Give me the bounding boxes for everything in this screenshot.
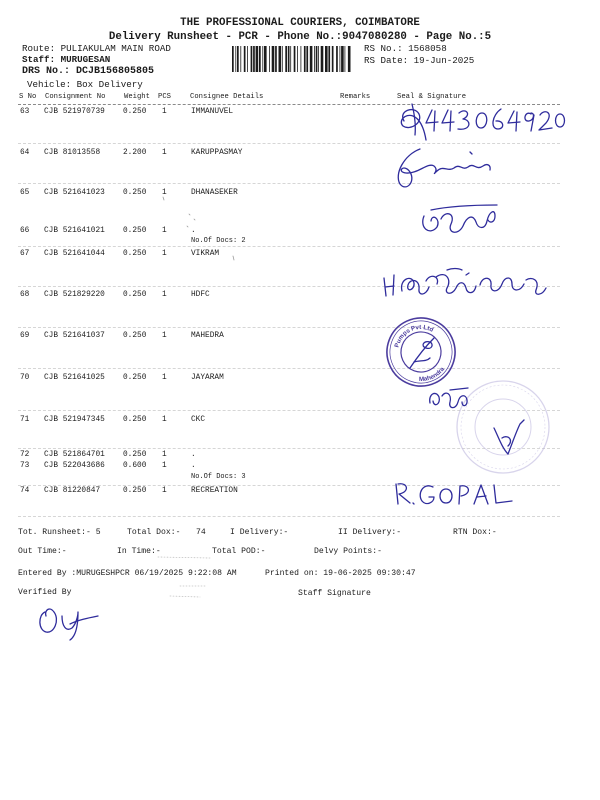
barcode-bar [240,46,241,72]
row-weight: 0.250 [123,374,147,382]
barcode-bar [247,46,248,72]
barcode-bar [282,46,283,72]
table-row [0,109,600,121]
row-pcs: 1 [162,227,167,235]
row-pcs: 1 [162,291,167,299]
row-divider [18,327,560,328]
entered-by: Entered By :MURUGESHPCR 06/19/2025 9:22:08 AM [18,569,237,578]
row-consignment: CJB 521641025 [44,374,105,382]
barcode-bar [294,46,296,72]
row-consignee: CKC [191,416,206,424]
row-pcs: 1 [162,250,167,258]
row-consignee: MAHEDRA [191,332,224,340]
barcode-bar [290,46,291,72]
row-divider [18,485,560,486]
row-pcs: 1 [162,189,167,197]
row-consignee: VIKRAM [191,250,220,258]
row-pcs: 1 [162,416,167,424]
table-row [0,190,600,202]
barcode-bar [321,46,324,72]
row-sno: 74 [20,487,30,495]
row-consignment: CJB 81013558 [44,149,101,157]
row-consignee: JAYARAM [191,374,224,382]
column-header-consignment: Consignment No [45,93,106,101]
staff-signature-label: Staff Signature [298,589,371,598]
row-pcs: 1 [162,332,167,340]
row-consignee: DHANASEKER [191,189,238,197]
row-divider [18,368,560,369]
column-header-pcs: PCS [158,93,171,101]
row-sno: 67 [20,250,30,258]
table-row [0,375,600,387]
table-row [0,251,600,263]
column-header-signature: Seal & Signature [397,93,467,101]
total-dox-label: Total Dox:- [127,528,181,537]
row-consignee: KARUPPASMAY [191,149,243,157]
table-row [0,150,600,162]
barcode-bar [301,46,302,72]
stray-mark [187,214,195,227]
printed-on: Printed on: 19-06-2025 09:30:47 [265,569,416,578]
runsheet-subtitle: Delivery Runsheet - PCR - Phone No.:9047080280 - Page No.:5 [108,31,492,43]
table-row [0,227,600,245]
verified-by-signature [40,609,98,640]
row-weight: 0.250 [123,250,147,258]
row-consignment: CJB 521641044 [44,250,105,258]
staff-label: Staff: MURUGESAN [22,54,111,65]
delivery-points: Delvy Points:- [314,547,382,556]
row-weight: 0.600 [123,462,147,470]
row-weight: 0.250 [123,451,147,459]
row-sno: 70 [20,374,30,382]
out-time: Out Time:- [18,547,67,556]
barcode-bar [279,46,282,72]
barcode-bar [336,46,338,72]
signature-row-70 [430,388,468,408]
column-header-remarks: Remarks [340,93,371,101]
table-row [0,333,600,345]
row-weight: 2.200 [123,149,147,157]
column-header-weight: Weight [124,93,150,101]
barcode-bar [259,46,261,72]
row-pcs: 1 [162,451,167,459]
row-sno: 65 [20,189,30,197]
row-divider [18,183,560,184]
company-title: THE PROFESSIONAL COURIERS, COIMBATORE [180,17,420,29]
row-sno: 66 [20,227,30,235]
drs-number: DRS No.: DCJB156805805 [22,66,155,77]
barcode-bar [306,46,308,72]
row-consignment: CJB 521641021 [44,227,105,235]
seal-bottom-textpath: Mahendra [418,365,447,384]
row-pcs: 1 [162,462,167,470]
barcode-bar [275,46,277,72]
row-consignee: HDFC [191,291,210,299]
barcode-bar [235,46,236,72]
header-divider [18,104,560,105]
row-sno: 68 [20,291,30,299]
table-row [0,417,600,429]
barcode-bar [297,46,298,72]
barcode-bar [316,46,318,72]
rs-number: RS No.: 1568058 [364,43,447,54]
barcode-bar [253,46,255,72]
row-weight: 0.250 [123,487,147,495]
row-weight: 0.250 [123,416,147,424]
barcode-bar [304,46,306,72]
row-sno: 72 [20,451,30,459]
barcode-bar [341,46,344,72]
table-row [0,488,600,500]
barcode-bar [325,46,328,72]
i-delivery: I Delivery:- [230,528,289,537]
barcode-bar [256,46,259,72]
table-row [0,462,600,481]
row-divider [18,410,560,411]
row-weight: 0.250 [123,189,147,197]
seal-top-textpath: Pumps Pvt Ltd [393,323,435,349]
row-consignment: CJB 522043686 [44,462,105,470]
column-header-consignee: Consignee Details [190,93,264,101]
row-consignee: . [191,451,196,459]
barcode-bar [269,46,270,72]
barcode-bar [345,46,346,72]
row-sno: 64 [20,149,30,157]
row-divider [18,143,560,144]
row-weight: 0.250 [123,332,147,340]
column-header-sno: S No [19,93,37,101]
barcode-bar [318,46,319,72]
row-sno: 63 [20,108,30,116]
row-consignee: IMMANUVEL [191,108,234,116]
total-runsheet: Tot. Runsheet:- 5 [18,528,101,537]
row-pcs: 1 [162,374,167,382]
barcode [232,46,352,72]
total-dox-value: 74 [196,528,206,537]
rs-date: RS Date: 19-Jun-2025 [364,55,475,66]
row-consignment: CJB 521947345 [44,416,105,424]
vehicle-label: Vehicle: Box Delivery [27,79,143,90]
row-sno: 69 [20,332,30,340]
row-weight: 0.250 [123,227,147,235]
barcode-bar [285,46,287,72]
row-consignment: CJB 521641023 [44,189,105,197]
barcode-bar [310,46,313,72]
table-row [0,292,600,304]
row-consignment: CJB 521641037 [44,332,105,340]
total-pod: Total POD:- [212,547,266,556]
barcode-bar [288,46,290,72]
row-divider [18,516,560,517]
row-sno: 71 [20,416,30,424]
row-pcs: 1 [162,487,167,495]
row-divider [18,246,560,247]
row-weight: 0.250 [123,291,147,299]
barcode-bar [244,46,246,72]
barcode-bar [232,46,234,72]
barcode-bar [237,46,239,72]
row-docs-count: No.Of Docs: 2 [191,237,246,245]
row-weight: 0.250 [123,108,147,116]
barcode-bar [251,46,253,72]
barcode-bar [314,46,315,72]
row-consignment: CJB 521829220 [44,291,105,299]
row-pcs: 1 [162,149,167,157]
barcode-bar [348,46,351,72]
row-consignee: . [191,462,196,470]
row-consignment: CJB 521864701 [44,451,105,459]
barcode-bar [328,46,330,72]
barcode-bar [264,46,267,72]
row-consignment: CJB 521970739 [44,108,105,116]
row-sno: 73 [20,462,30,470]
row-consignment: CJB 81220847 [44,487,101,495]
ii-delivery: II Delivery:- [338,528,402,537]
row-pcs: 1 [162,108,167,116]
verified-by-label: Verified By [18,588,72,597]
in-time: In Time:- [117,547,161,556]
row-consignee: RECREATION [191,487,238,495]
row-divider [18,448,560,449]
barcode-bar [332,46,334,72]
route-label: Route: PULIAKULAM MAIN ROAD [22,43,171,54]
barcode-bar [272,46,275,72]
row-divider [18,286,560,287]
barcode-bar [262,46,263,72]
row-docs-count: No.Of Docs: 3 [191,473,246,481]
rtn-dox: RTN Dox:- [453,528,497,537]
barcode-bar [340,46,341,72]
row-consignee: . [191,227,196,235]
